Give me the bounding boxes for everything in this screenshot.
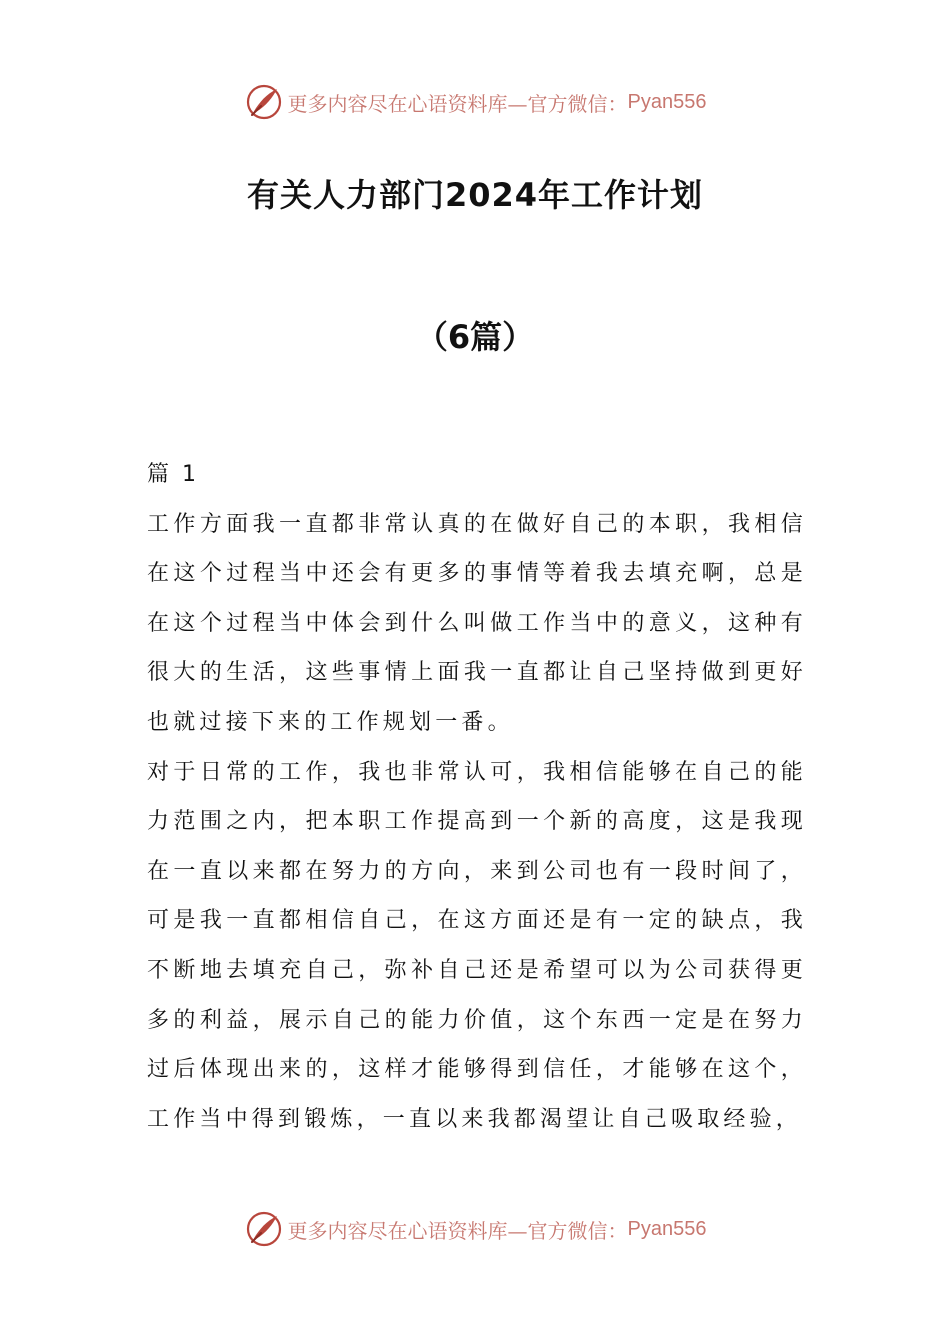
body-paragraph-2: 对于日常的工作，我也非常认可，我相信能够在自己的能力范围之内，把本职工作提高到一个新的高度，这是我现在一直以来都在努力的方向，来到公司也有一段时间了，可是我一直都相信自己，在这方面还是有一定的缺点，我不断地去填充自己，弥补自己还是希望可以为公司获得更多的利益，展示自己的能力价值，这个东西一定是在努力过后体现出来的，这样才能够得到信任，才能够在这个，工作当中得到锻炼，一直以来我都渴望让自己吸取经验， [147, 759, 807, 1132]
footer-watermark-banner [0, 1207, 950, 1251]
section-label: 篇 1 [147, 462, 199, 487]
document-title: 有关人力部门2024年工作计划 [246, 176, 704, 214]
feather-pen-logo-icon [244, 82, 284, 122]
watermark-wechat-id: Pyan556 [627, 90, 707, 113]
body-paragraph-1: 工作方面我一直都非常认真的在做好自己的本职，我相信在这个过程当中还会有更多的事情等着我去填充啊，总是在这个过程当中体会到什么叫做工作当中的意义，这种有很大的生活，这些事情上面我一直都让自己坚持做到更好也就过接下来的工作规划一番。 [147, 511, 807, 735]
header-watermark-banner [0, 80, 950, 124]
document-subtitle: （6篇） [415, 318, 535, 356]
document-body [147, 450, 807, 1144]
watermark-wechat-id: Pyan556 [627, 1217, 707, 1240]
watermark-text: 更多内容尽在心语资料库—官方微信： [287, 1218, 628, 1243]
watermark-text: 更多内容尽在心语资料库—官方微信： [287, 91, 628, 116]
feather-pen-logo-icon [244, 1209, 284, 1249]
